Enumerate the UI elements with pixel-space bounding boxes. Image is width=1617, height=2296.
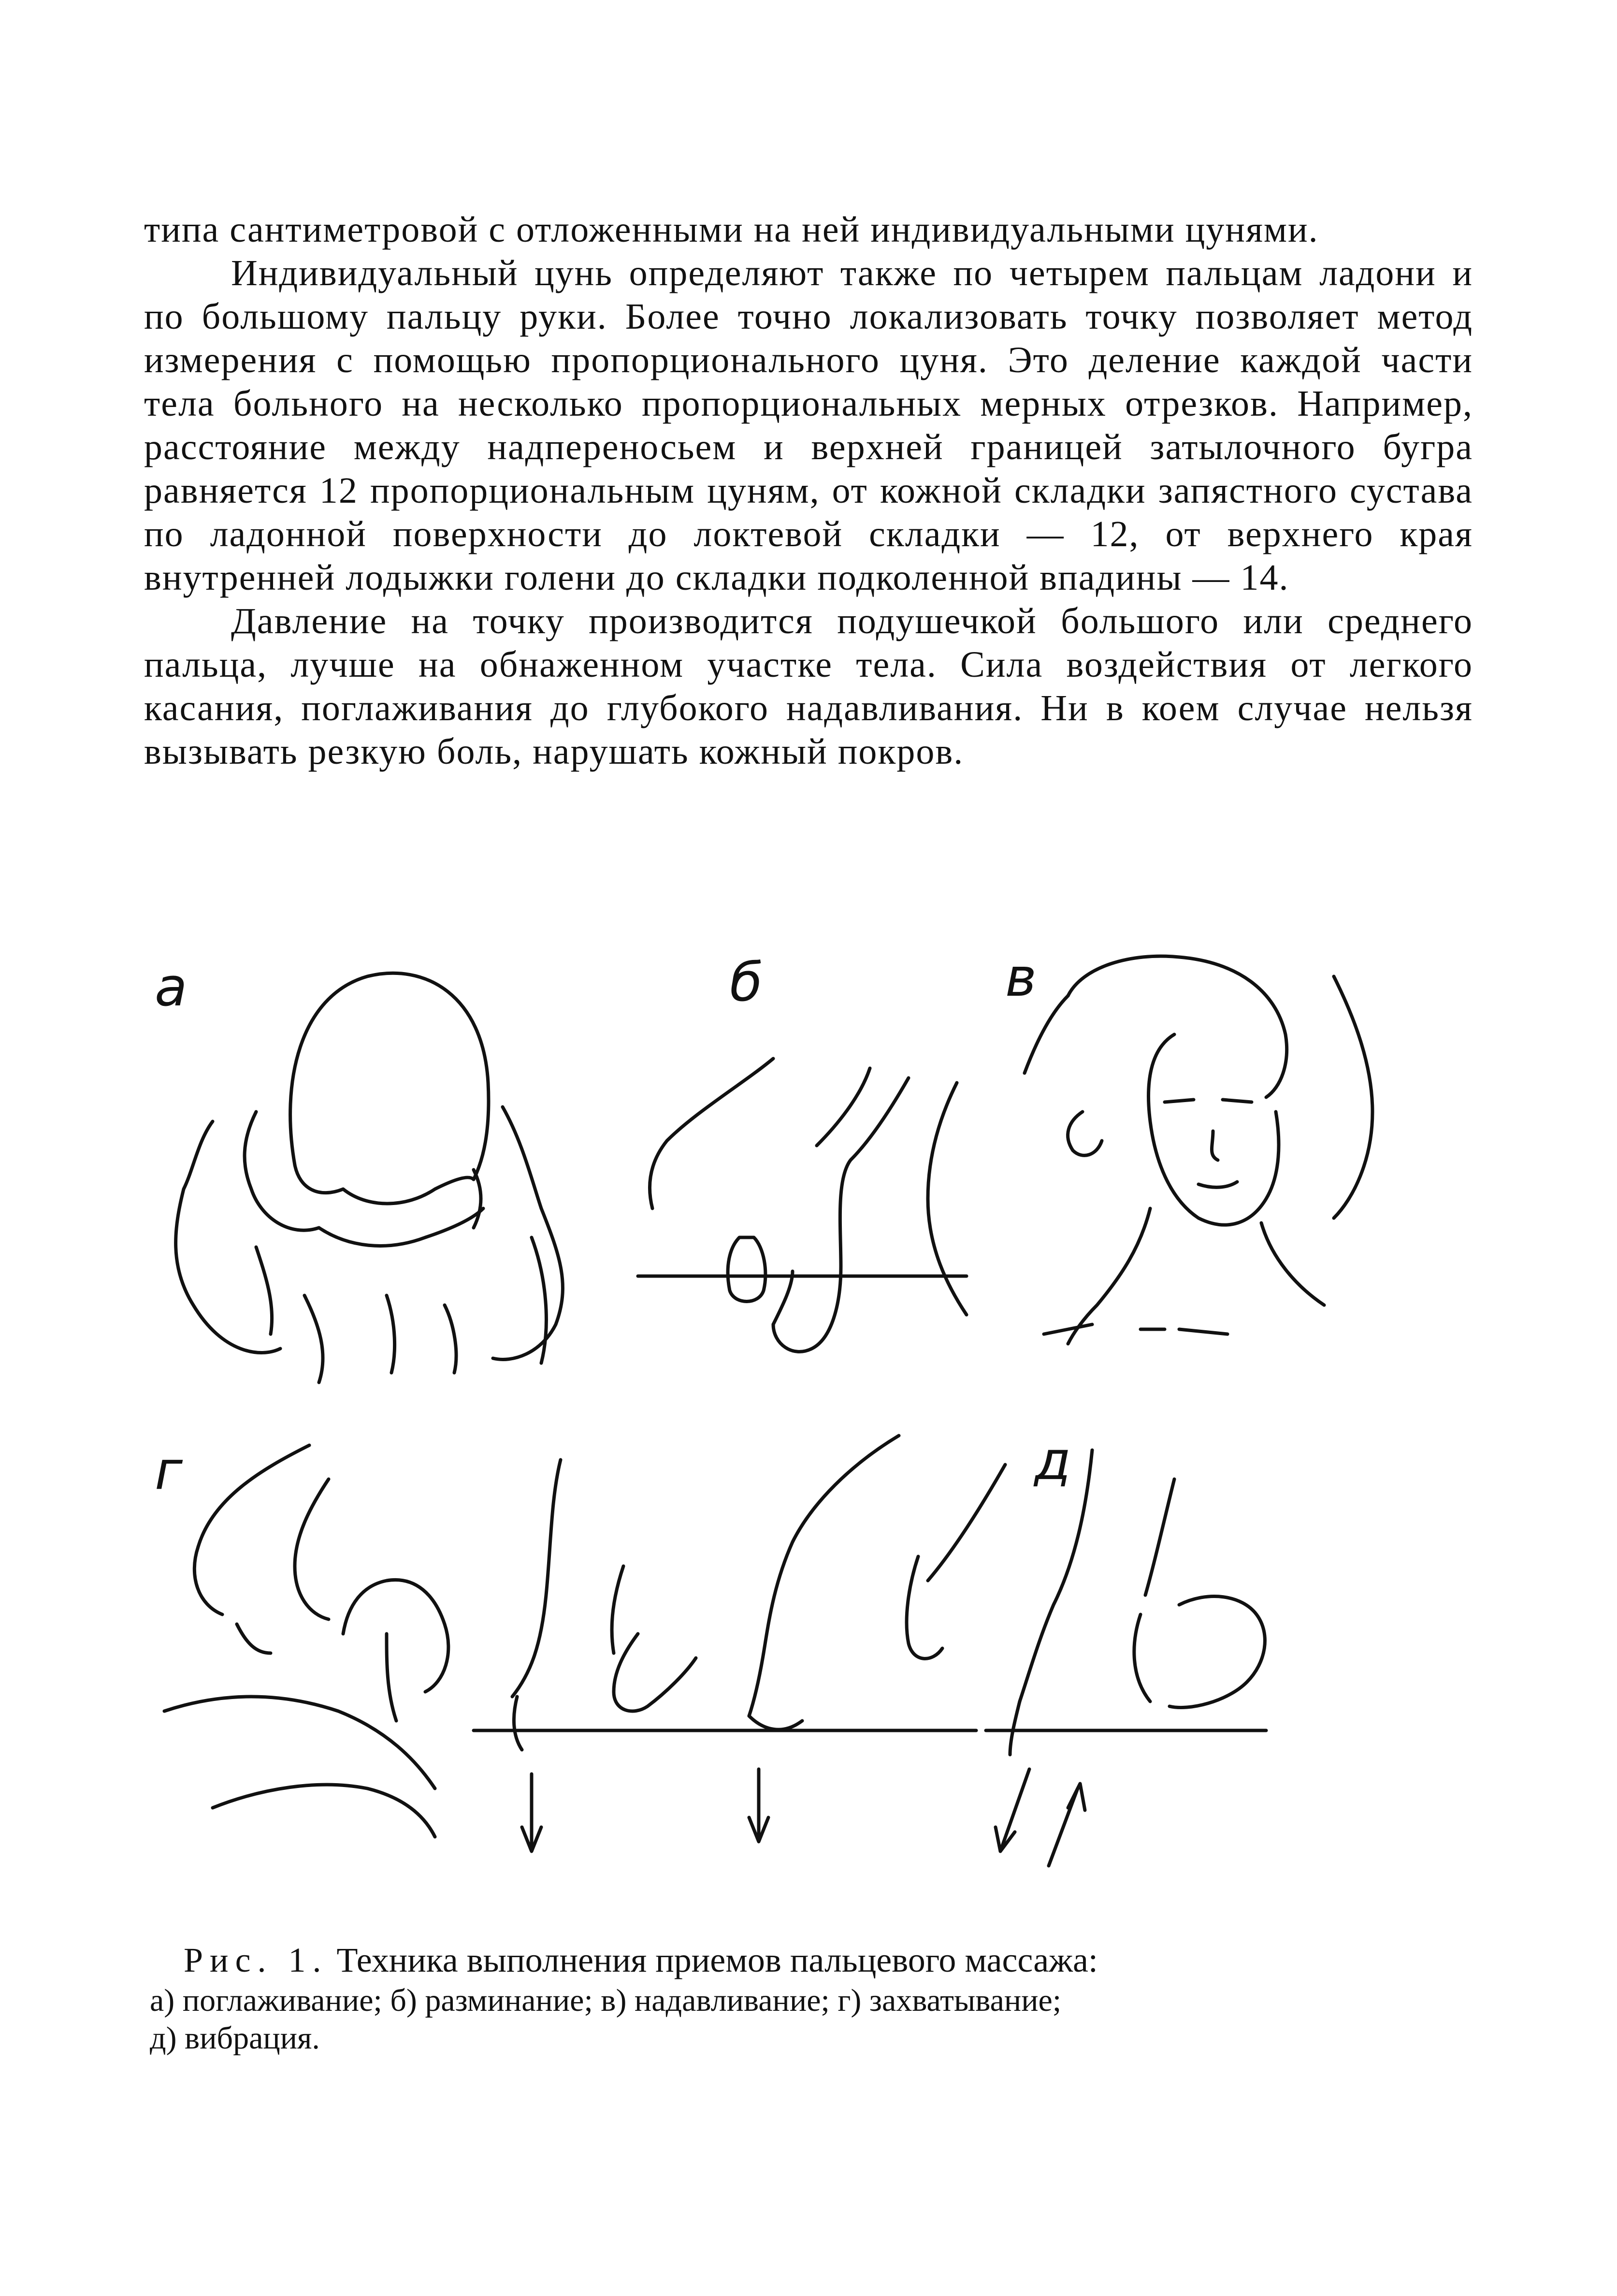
panel-label-d: д: [1034, 1430, 1071, 1492]
figure-massage-techniques: [135, 938, 1488, 1904]
caption-items-line: а) поглаживание; б) разминание; в) надавливание; г) захватывание;: [150, 1983, 1062, 2018]
panel-a-stroking-drawing: [155, 956, 563, 1382]
panel-g-second-hand-drawing: [474, 1460, 744, 1851]
panel-label-g: г: [155, 1439, 183, 1501]
body-text: [144, 208, 1473, 773]
caption-items-line-end: д) вибрация.: [150, 2020, 320, 2056]
paragraph-individual-tsun: Индивидуальный цунь определяют также по четырем пальцам ладони и по большому пальцу руки. Более точно локализовать точку позволяет метод измерения с помощью пропорционального цуня. Это деление каждой части тела больного на несколько пропорциональных мерных отрезков. Например, расстояние между надпереносьем и верхней границей затылочного бугра равняется 12 пропорциональным цуням, от кожной складки запястного сустава по ладонной поверхности до локтевой складки — 12, от верхнего края внутренней лодыжки голени до складки подколенной впадины — 14.: [144, 253, 1473, 598]
panel-b-kneading-drawing: [638, 951, 967, 1351]
caption-title-line: [150, 1938, 1455, 1982]
panel-label-v: в: [1005, 946, 1037, 1008]
caption-title: Техника выполнения приемов пальцевого массажа:: [336, 1941, 1098, 1979]
panel-g-grasping-drawing: [155, 1439, 448, 1837]
caption-figure-label: Рис. 1.: [184, 1941, 328, 1979]
paragraph-pressure: Давление на точку производится подушечкой большого или среднего пальца, лучше на обнаженном участке тела. Сила воздействия от легкого касания, поглаживания до глубокого надавливания. Ни в коем случае нельзя вызывать резкую боль, нарушать кожный покров.: [144, 601, 1473, 772]
figure-caption: [150, 1938, 1455, 2057]
panel-d-vibration-drawing: [986, 1430, 1266, 1866]
paragraph-continuation: типа сантиметровой с отложенными на ней индивидуальными цунями.: [144, 209, 1319, 250]
panel-g-third-hand-drawing: [706, 1436, 1005, 1842]
panel-v-pressing-drawing: [928, 946, 1372, 1344]
panel-label-a: а: [155, 956, 188, 1018]
panel-label-b: б: [730, 951, 763, 1013]
